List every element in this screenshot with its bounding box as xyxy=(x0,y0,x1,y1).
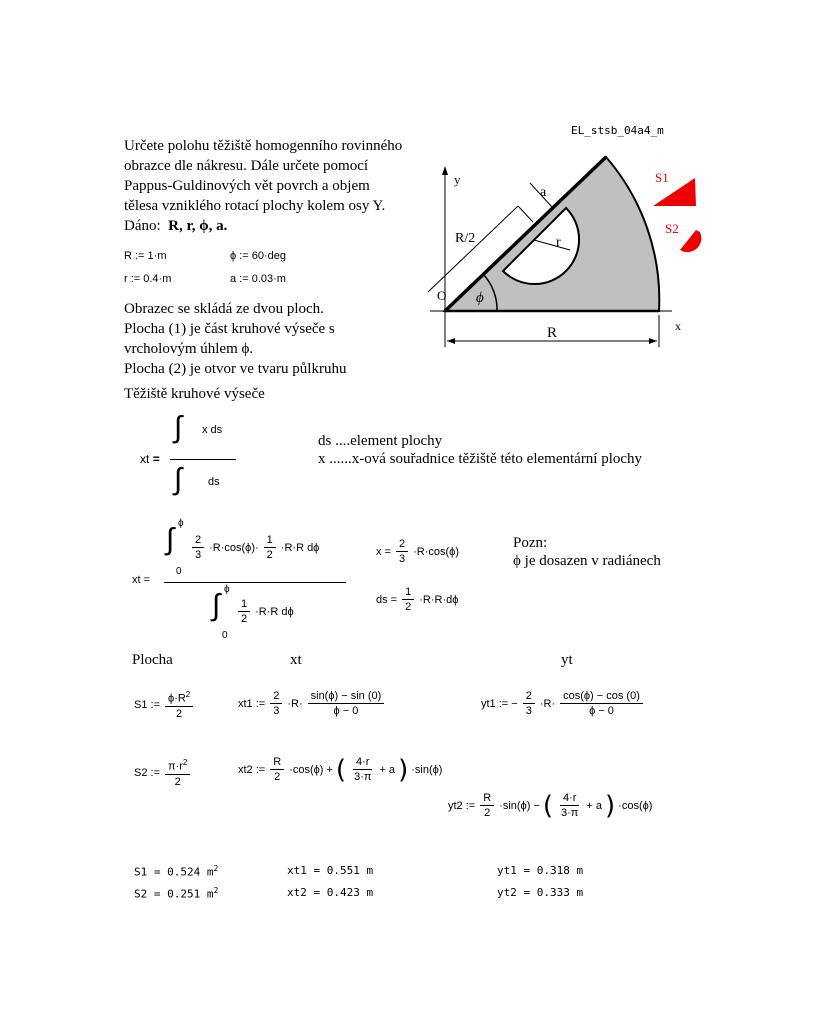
yt2-part: + a xyxy=(586,799,603,812)
frac-den: 2 xyxy=(241,613,248,625)
given-line xyxy=(124,217,402,237)
r-label: r xyxy=(556,235,561,250)
intro-line: Určete polohu těžiště homogenního rovinného xyxy=(124,138,403,154)
dimension-arrow-left xyxy=(447,338,455,344)
centroid-heading: Těžiště kruhové výseče xyxy=(124,386,265,402)
frac-den: ϕ − 0 xyxy=(589,705,614,717)
intro-line: Pappus-Guldinových vět povrch a objem xyxy=(124,178,370,194)
upper-limit: ϕ xyxy=(224,584,230,595)
integrand-num xyxy=(190,534,319,561)
fraction-bar xyxy=(170,459,236,460)
heading-xt: xt xyxy=(290,652,302,668)
def-r: r := 0.4·m xyxy=(124,273,172,285)
note-x: x ......x-ová souřadnice těžiště této elementární plochy xyxy=(318,451,643,467)
intro-text xyxy=(124,137,402,237)
xt2-part: + a xyxy=(379,763,396,776)
note-ds: ds ....element plochy xyxy=(318,433,443,449)
result-s1: S1 = 0.524 $m^2$ xyxy=(134,864,219,879)
heading-yt: yt xyxy=(561,652,573,668)
integrand-den xyxy=(236,598,294,625)
xt1-mid: ·R· xyxy=(287,697,303,710)
paren-close: ) xyxy=(398,754,409,785)
frac-den: 3·π xyxy=(561,807,579,819)
yt2-lhs: yt2 := xyxy=(448,799,476,812)
lower-limit: 0 xyxy=(176,566,182,577)
frac-num: 2 xyxy=(396,538,408,552)
frac-num: R xyxy=(270,756,284,770)
xt2-lhs: xt2 := xyxy=(238,763,266,776)
x-formula xyxy=(376,538,459,565)
integrand-text: ·R·cos(ϕ)· xyxy=(209,541,259,554)
result-xt1: xt1 = 0.551 m xyxy=(287,864,374,877)
frac-den: 2 xyxy=(484,807,491,819)
origin-label: O xyxy=(437,288,447,303)
def-R: R := 1·m xyxy=(124,250,167,262)
ds-lhs: ds = xyxy=(376,593,398,606)
description xyxy=(124,300,346,380)
frac-num: 2 xyxy=(523,690,535,704)
yt1-lhs: yt1 := − xyxy=(481,697,518,710)
s2-legend-shape xyxy=(680,230,701,252)
xt2-part: ·cos(ϕ) + xyxy=(289,763,333,776)
s2-den: 2 xyxy=(174,775,181,788)
yt1-formula xyxy=(481,690,645,717)
frac-den: 2 xyxy=(266,549,273,561)
paren-close: ) xyxy=(605,790,616,821)
paren-open: ( xyxy=(335,754,347,785)
frac-num: 1 xyxy=(264,534,276,548)
x-rhs: ·R·cos(ϕ) xyxy=(413,545,459,558)
integral-den: ds xyxy=(208,476,220,488)
intro-line: tělesa vzniklého rotací plochy kolem osy Y. xyxy=(124,198,386,214)
yt2-part: ·sin(ϕ) − xyxy=(499,799,540,812)
frac-num: 4·r xyxy=(353,756,372,770)
paren-open: ( xyxy=(542,790,554,821)
centroid-integral: xt = ∫ x ds ∫ ds xyxy=(140,410,250,510)
upper-limit: ϕ xyxy=(178,518,184,529)
document-code: EL_stsb_04a4_m xyxy=(571,124,664,137)
half-r-label: R/2 xyxy=(455,231,476,246)
frac-num: 2 xyxy=(270,690,282,704)
geometry-diagram xyxy=(410,150,710,355)
y-axis-label: y xyxy=(454,172,461,187)
s1-lhs: S1 := xyxy=(134,698,160,711)
dimension-tick xyxy=(518,206,533,222)
a-label: a xyxy=(540,185,547,200)
integral-sign: ∫ xyxy=(166,523,175,556)
frac-num: 1 xyxy=(402,586,414,600)
frac-num: cos(ϕ) − cos (0) xyxy=(560,690,643,704)
intro-line: obrazce dle nákresu. Dále určete pomocí xyxy=(124,158,369,174)
given-values: R, r, ϕ, a. xyxy=(168,218,228,234)
integral-sign: ∫ xyxy=(212,589,221,622)
integral-num: x ds xyxy=(202,424,223,436)
frac-den: ϕ − 0 xyxy=(333,705,359,717)
note-text: ϕ je dosazen v radiánech xyxy=(513,553,661,569)
frac-den: 2 xyxy=(274,771,281,783)
x-axis-label: x xyxy=(675,319,681,333)
result-yt1: yt1 = 0.318 m xyxy=(497,864,584,877)
frac-num: 1 xyxy=(238,598,250,612)
s1-formula xyxy=(134,690,195,720)
s1-label: S1 xyxy=(655,170,669,185)
integrand-tail: ·R·R dϕ xyxy=(280,541,320,554)
s2-label: S2 xyxy=(665,221,679,236)
s1-den: 2 xyxy=(176,707,183,720)
frac-num: 2 xyxy=(192,534,204,548)
s2-formula xyxy=(134,758,192,788)
frac-num: sin(ϕ) − sin (0) xyxy=(308,690,385,704)
description-line: Plocha (1) je část kruhové výseče s xyxy=(124,321,335,337)
ds-formula xyxy=(376,586,458,613)
frac-num: 4·r xyxy=(560,792,579,806)
centroid-lhs: xt xyxy=(140,452,150,466)
s2-num: $\pi\cdot r^2$ xyxy=(165,758,190,775)
R-label: R xyxy=(547,325,558,341)
frac-num: R xyxy=(480,792,494,806)
x-lhs: x = xyxy=(376,545,391,558)
s2-lhs: S2 := xyxy=(134,766,160,779)
description-line: Plocha (2) je otvor ve tvaru půlkruhu xyxy=(124,361,347,377)
def-a: a := 0.03·m xyxy=(230,273,286,285)
integral-sign: ∫ xyxy=(174,411,183,444)
result-xt2: xt2 = 0.423 m xyxy=(287,886,374,899)
xt2-formula xyxy=(238,756,442,783)
xt-lhs: xt = xyxy=(132,574,151,586)
s1-num: $\phi\cdot R^2$ xyxy=(165,690,193,707)
def-phi: ϕ := 60·deg xyxy=(230,250,287,262)
xt1-lhs: xt1 := xyxy=(238,697,266,710)
description-line: vrcholovým úhlem ϕ. xyxy=(124,341,254,357)
note-title: Pozn: xyxy=(513,535,548,551)
dimension-arrow-right xyxy=(649,338,657,344)
ds-rhs: ·R·R·dϕ xyxy=(419,593,459,606)
frac-den: 3 xyxy=(195,549,202,561)
frac-den: 3·π xyxy=(354,771,372,783)
phi-label: ϕ xyxy=(476,290,484,306)
given-label: Dáno: xyxy=(124,218,161,234)
frac-den: 3 xyxy=(398,553,406,565)
xt2-part: ·sin(ϕ) xyxy=(411,763,443,776)
sector-area xyxy=(445,157,659,311)
description-line: Obrazec se skládá ze dvou ploch. xyxy=(124,301,324,317)
yt2-formula xyxy=(448,792,652,819)
frac-den: 3 xyxy=(525,705,532,717)
frac-den: 2 xyxy=(405,601,412,613)
integrand-text: ·R·R dϕ xyxy=(255,605,294,618)
lower-limit: 0 xyxy=(222,630,228,641)
y-axis-arrow xyxy=(442,166,448,175)
heading-plocha: Plocha xyxy=(132,652,173,668)
xt1-formula xyxy=(238,690,386,717)
yt1-mid: ·R· xyxy=(539,697,556,710)
integral-sign: ∫ xyxy=(174,463,183,496)
radius-line xyxy=(534,240,570,250)
result-s2: S2 = 0.251 $m^2$ xyxy=(134,886,219,901)
yt2-part: ·cos(ϕ) xyxy=(618,799,653,812)
xt-integral-formula xyxy=(132,518,352,642)
fraction-bar xyxy=(164,582,346,583)
result-yt2: yt2 = 0.333 m xyxy=(497,886,584,899)
frac-den: 3 xyxy=(273,705,280,717)
